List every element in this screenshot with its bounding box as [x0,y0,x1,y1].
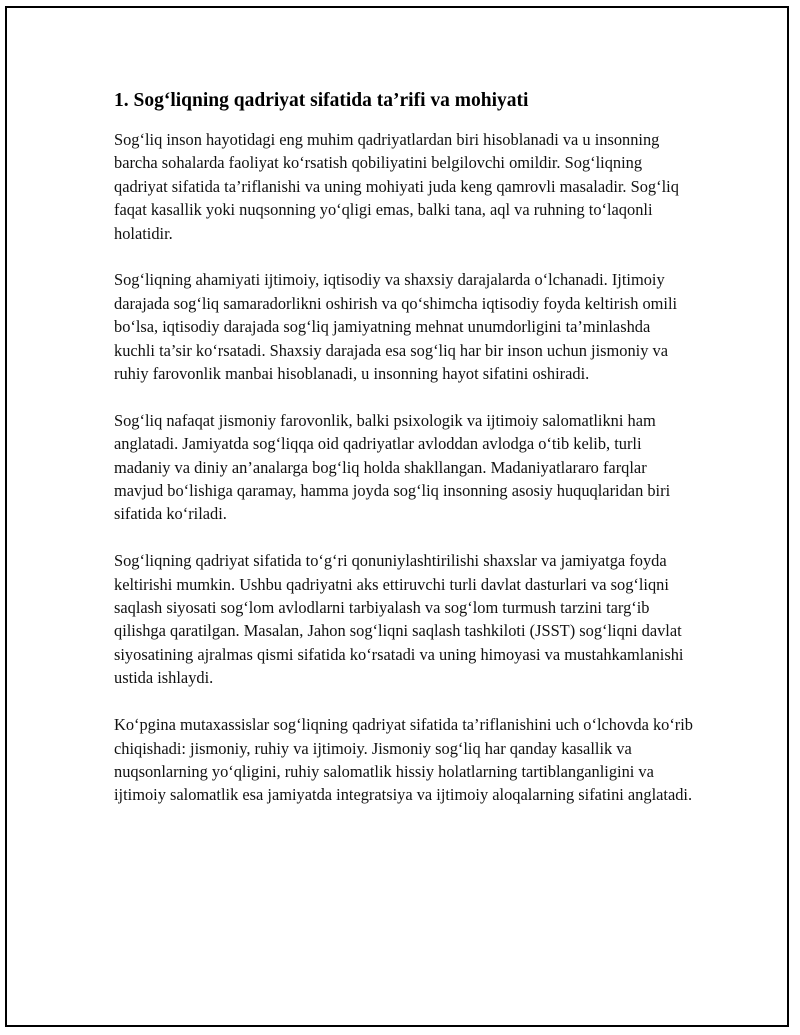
paragraph: Sog‘liqning ahamiyati ijtimoiy, iqtisodiy va shaxsiy darajalarda o‘lchanadi. Ijtimoiy darajada sog‘liq samaradorlikni oshirish va qo‘shimcha iqtisodiy foyda keltirish omili bo‘lsa, iqtisodiy darajada sog‘liq jamiyatning mehnat unumdorligini ta’minlashda kuchli ta’sir ko‘rsatadi. Shaxsiy darajada esa sog‘liq har bir inson uchun jismoniy va ruhiy farovonlik manbai hisoblanadi, u insonning hayot sifatini oshiradi. [114,270,678,384]
section-title: 1. Sog‘liqning qadriyat sifatida ta’rifi va mohiyati [114,90,529,111]
document-body [114,88,694,807]
paragraph: Sog‘liqning qadriyat sifatida to‘g‘ri qonuniylashtirilishi shaxslar va jamiyatga foyda keltirishi mumkin. Ushbu qadriyatni aks ettiruvchi turli davlat dasturlari va sog‘liqni saqlash siyosati sog‘lom avlodlarni tarbiyalash va sog‘lom turmush tarzini targ‘ib qilishga qaratilgan. Masalan, Jahon sog‘liqni saqlash tashkiloti (JSST) sog‘liqni davlat siyosatining ajralmas qismi sifatida ko‘rsatadi va uning himoyasi va mustahkamlanishi ustida ishlaydi. [114,551,684,688]
paragraph: Sog‘liq nafaqat jismoniy farovonlik, balki psixologik va ijtimoiy salomatlikni ham anglatadi. Jamiyatda sog‘liqqa oid qadriyatlar avloddan avlodga o‘tib kelib, turli madaniy va diniy an’analarga bog‘liq holda shakllangan. Madaniyatlararo farqlar mavjud bo‘lishiga qaramay, hamma joyda sog‘liq insonning asosiy huquqlaridan biri sifatida ko‘riladi. [114,410,671,524]
paragraph: Ko‘pgina mutaxassislar sog‘liqning qadriyat sifatida ta’riflanishini uch o‘lchovda ko‘rib chiqishadi: jismoniy, ruhiy va ijtimoiy. Jismoniy sog‘liq har qanday kasallik va nuqsonlarning yo‘qligini, ruhiy salomatlik hissiy holatlarning tartiblanganligini va ijtimoiy salomatlik esa jamiyatda integratsiya va ijtimoiy aloqalarning sifatini anglatadi. [114,715,693,805]
paragraph: Sog‘liq inson hayotidagi eng muhim qadriyatlardan biri hisoblanadi va u insonning barcha sohalarda faoliyat ko‘rsatish qobiliyatini belgilovchi omildir. Sog‘liqning qadriyat sifatida ta’riflanishi va uning mohiyati juda keng qamrovli masaladir. Sog‘liq faqat kasallik yoki nuqsonning yo‘qligi emas, balki tana, aql va ruhning to‘laqonli holatidir. [114,130,679,243]
